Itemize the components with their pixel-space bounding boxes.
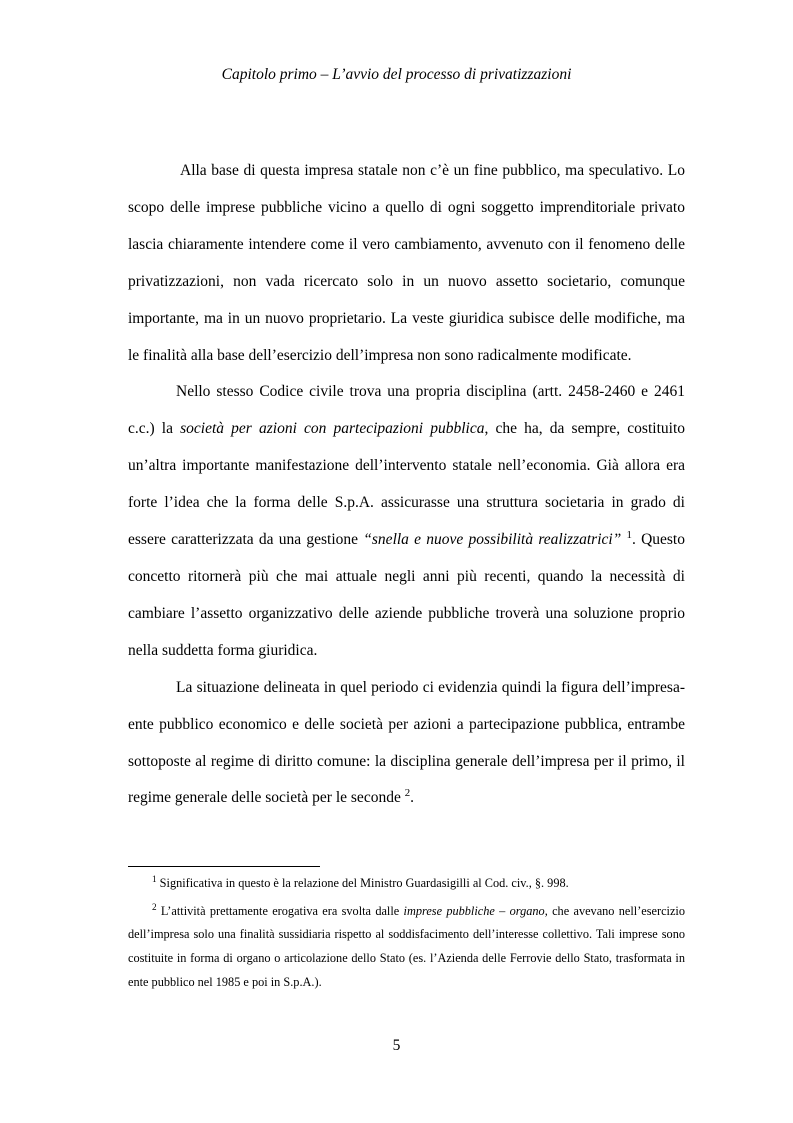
footnote-2-text-b: , che avevano nell’esercizio dell’impresa solo una finalità sussidiaria rispetto al soddisfacimento dell’interesse collettivo. Tali imprese sono costituite in forma di organo o articolazione dello Stato (es. l’Azienda delle Ferrovie dello Stato, trasformata in ente pubblico nel 1985 e poi in S.p.A.). [128, 903, 685, 989]
footnote-ref-1[interactable]: 1 [626, 528, 632, 541]
footnote-2 [128, 900, 685, 995]
paragraph-1: Alla base di questa impresa statale non c’è un fine pubblico, ma speculativo. Lo scopo delle imprese pubbliche vicino a quello di ogni soggetto imprenditoriale privato lascia chiaramente intendere come il vero cambiamento, avvenuto con il fenomeno delle privatizzazioni, non vada ricercato solo in un nuovo assetto societario, comunque importante, ma in un nuovo proprietario. La veste giuridica subisce delle modifiche, ma le finalità alla base dell’esercizio dell’impresa non sono radicalmente modificate. [128, 162, 685, 364]
paragraph-2-text-a: Nello stesso Codice civile trova una propria disciplina (artt. 2458-2460 e 2461 c.c.) la [128, 383, 685, 438]
footnote-2-italic-term: imprese pubbliche – organo [403, 903, 545, 918]
footnote-separator [128, 866, 320, 867]
paragraph-2-text-c: . Questo concetto ritornerà più che mai attuale negli anni più recenti, quando la necessità di cambiare l’assetto organizzativo delle aziende pubbliche troverà una soluzione proprio nella suddetta forma giuridica. [128, 531, 685, 659]
running-header: Capitolo primo – L’avvio del processo di privatizzazioni [221, 66, 572, 83]
paragraph-2 [128, 374, 685, 669]
footnotes [128, 872, 685, 995]
footnote-1-text: Significativa in questo è la relazione del Ministro Guardasigilli al Cod. civ., §. 998. [156, 876, 569, 890]
paragraph-2-quote: “snella e nuove possibilità realizzatrici” [363, 531, 622, 549]
paragraph-3-text-b: . [410, 789, 414, 807]
paragraph-2-text-b: , che ha, da sempre, costituito un’altra importante manifestazione dell’intervento statale nell’economia. Già allora era forte l’idea che la forma delle S.p.A. assicurasse una struttura societaria in grado di essere caratterizzata da una gestione [128, 420, 685, 549]
footnote-1 [128, 872, 685, 896]
main-text [128, 153, 685, 817]
paragraph-2-italic-term: società per azioni con partecipazioni pubblica [180, 420, 485, 438]
footnote-2-marker: 2 [152, 901, 157, 912]
page-number: 5 [392, 1037, 401, 1054]
footnote-ref-2[interactable]: 2 [404, 787, 411, 800]
paragraph-3-text-a: La situazione delineata in quel periodo ci evidenzia quindi la figura dell’impresa-ente pubblico economico e delle società per azioni a partecipazione pubblica, entrambe sottoposte al regime di diritto comune: la disciplina generale dell’impresa per il primo, il regime generale delle società per le seconde [128, 678, 685, 807]
footnote-2-text-a: L’attività prettamente erogativa era svolta dalle [156, 903, 404, 918]
footnote-1-marker: 1 [152, 873, 157, 884]
paragraph-3 [128, 670, 685, 818]
